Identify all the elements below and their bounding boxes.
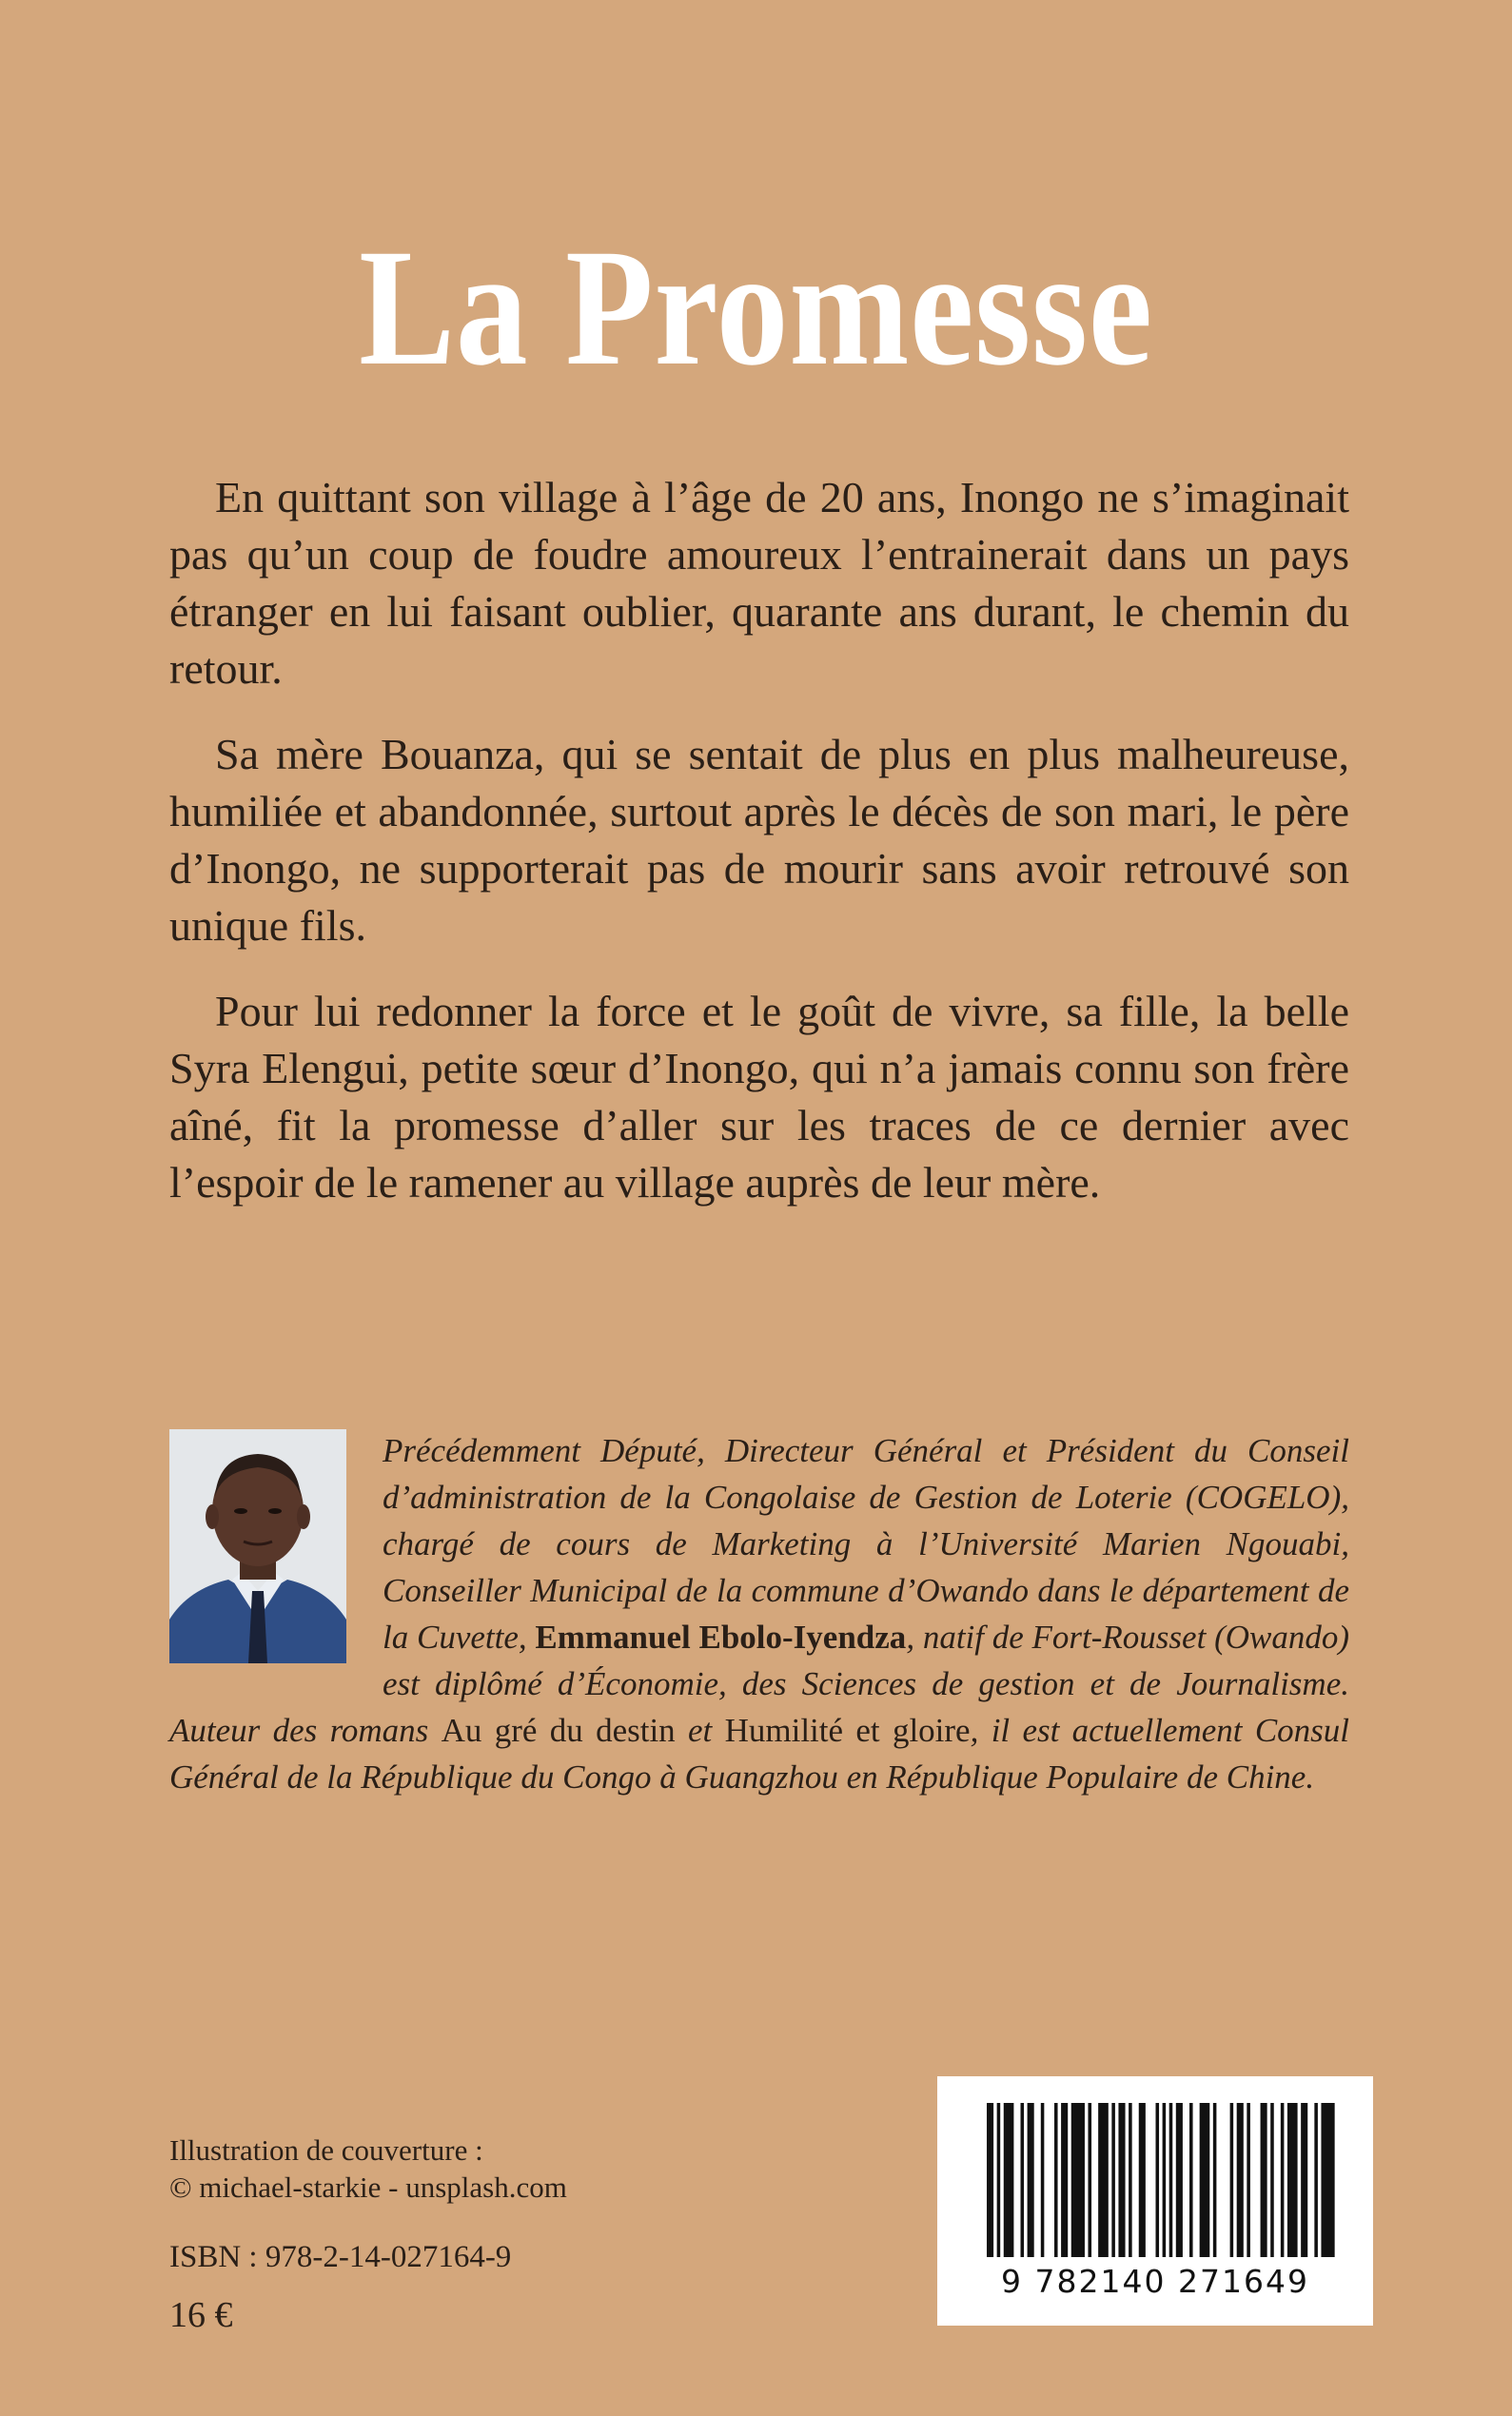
bio-text: , il est actuellement Consul Général de la République du Congo à Guangzhou en République Populaire de Chine. <box>169 1712 1350 1796</box>
credits-label: Illustration de couverture : <box>169 2133 483 2167</box>
barcode-bar <box>1213 2103 1217 2257</box>
synopsis-paragraph: Pour lui redonner la force et le goût de vivre, sa fille, la belle Syra Elengui, petite sœur d’Inongo, qui n’a jamais connu son frère aîné, fit la promesse d’aller sur les traces de ce dernier avec l’espoir de le ramener au village auprès de leur mère. <box>169 987 1349 1207</box>
barcode-bar <box>1237 2103 1244 2257</box>
barcode-bar <box>1054 2103 1058 2257</box>
barcode <box>937 2076 1373 2326</box>
barcode-bar <box>1041 2103 1045 2257</box>
barcode-bar <box>1061 2103 1068 2257</box>
barcode-bars <box>937 2076 1373 2267</box>
barcode-bar <box>1261 2103 1267 2257</box>
barcode-bar <box>1089 2103 1092 2257</box>
barcode-bar <box>1004 2103 1014 2257</box>
barcode-bar <box>1281 2103 1285 2257</box>
barcode-bar <box>1301 2103 1307 2257</box>
barcode-bar <box>1156 2103 1160 2257</box>
bio-text: et <box>675 1712 725 1749</box>
author-photo <box>169 1429 346 1663</box>
barcode-bar <box>1129 2103 1132 2257</box>
bio-text: Précédemment Député, Directeur Général et Président du Conseil d’administration de la Congolaise de Gestion de Loterie (COGELO), chargé de cours de Marketing à l’Université Marien Ngouabi, Conseiller Municipal de la commune d’Owando dans le département de la Cuvette, <box>383 1432 1349 1656</box>
barcode-bar <box>1021 2103 1025 2257</box>
barcode-bar <box>1118 2103 1125 2257</box>
author-name: Emmanuel Ebolo-Iyendza <box>535 1619 907 1656</box>
cover-credits <box>169 2131 567 2206</box>
synopsis-paragraph: Sa mère Bouanza, qui se sentait de plus en plus malheureuse, humiliée et abandonnée, surtout après le décès de son mari, le père d’Inongo, ne supporterait pas de mourir sans avoir retrouvé son unique fils. <box>169 730 1349 950</box>
barcode-bar <box>1098 2103 1109 2257</box>
synopsis-paragraph: En quittant son village à l’âge de 20 ans, Inongo ne s’imaginait pas qu’un coup de foudre amoureux l’entrainerait dans un pays étranger en lui faisant oublier, quarante ans durant, le chemin du retour. <box>169 473 1349 693</box>
barcode-bar <box>1287 2103 1298 2257</box>
isbn: ISBN : 978-2-14-027164-9 <box>169 2240 512 2274</box>
book-title-reference: Au gré du destin <box>441 1712 676 1749</box>
credits-source: © michael-starkie - unsplash.com <box>169 2170 567 2204</box>
barcode-bar <box>1314 2103 1318 2257</box>
barcode-digits: 9 782140 271649 <box>1001 2263 1309 2300</box>
barcode-bar <box>1230 2103 1234 2257</box>
barcode-bar <box>1321 2103 1334 2257</box>
book-title: La Promesse <box>359 214 1153 401</box>
barcode-bar <box>997 2103 1001 2257</box>
barcode-bar <box>1247 2103 1250 2257</box>
book-title-reference: Humilité et gloire <box>724 1712 971 1749</box>
price: 16 € <box>169 2295 233 2335</box>
barcode-bar <box>1270 2103 1274 2257</box>
author-bio <box>169 1427 1349 1800</box>
barcode-bar <box>1200 2103 1210 2257</box>
barcode-bar <box>1028 2103 1034 2257</box>
barcode-bar <box>987 2103 993 2257</box>
barcode-bar <box>1163 2103 1167 2257</box>
synopsis <box>169 469 1349 1240</box>
barcode-bar <box>1111 2103 1115 2257</box>
barcode-bar <box>1139 2103 1146 2257</box>
barcode-bar <box>1176 2103 1183 2257</box>
barcode-bar <box>1189 2103 1193 2257</box>
barcode-bar <box>1071 2103 1085 2257</box>
bio-text: , natif de Fort-Rousset (Owando) est diplômé d’Économie, des Sciences de gestion et de Journalisme. Auteur des romans <box>169 1619 1349 1749</box>
barcode-bar <box>1169 2103 1173 2257</box>
